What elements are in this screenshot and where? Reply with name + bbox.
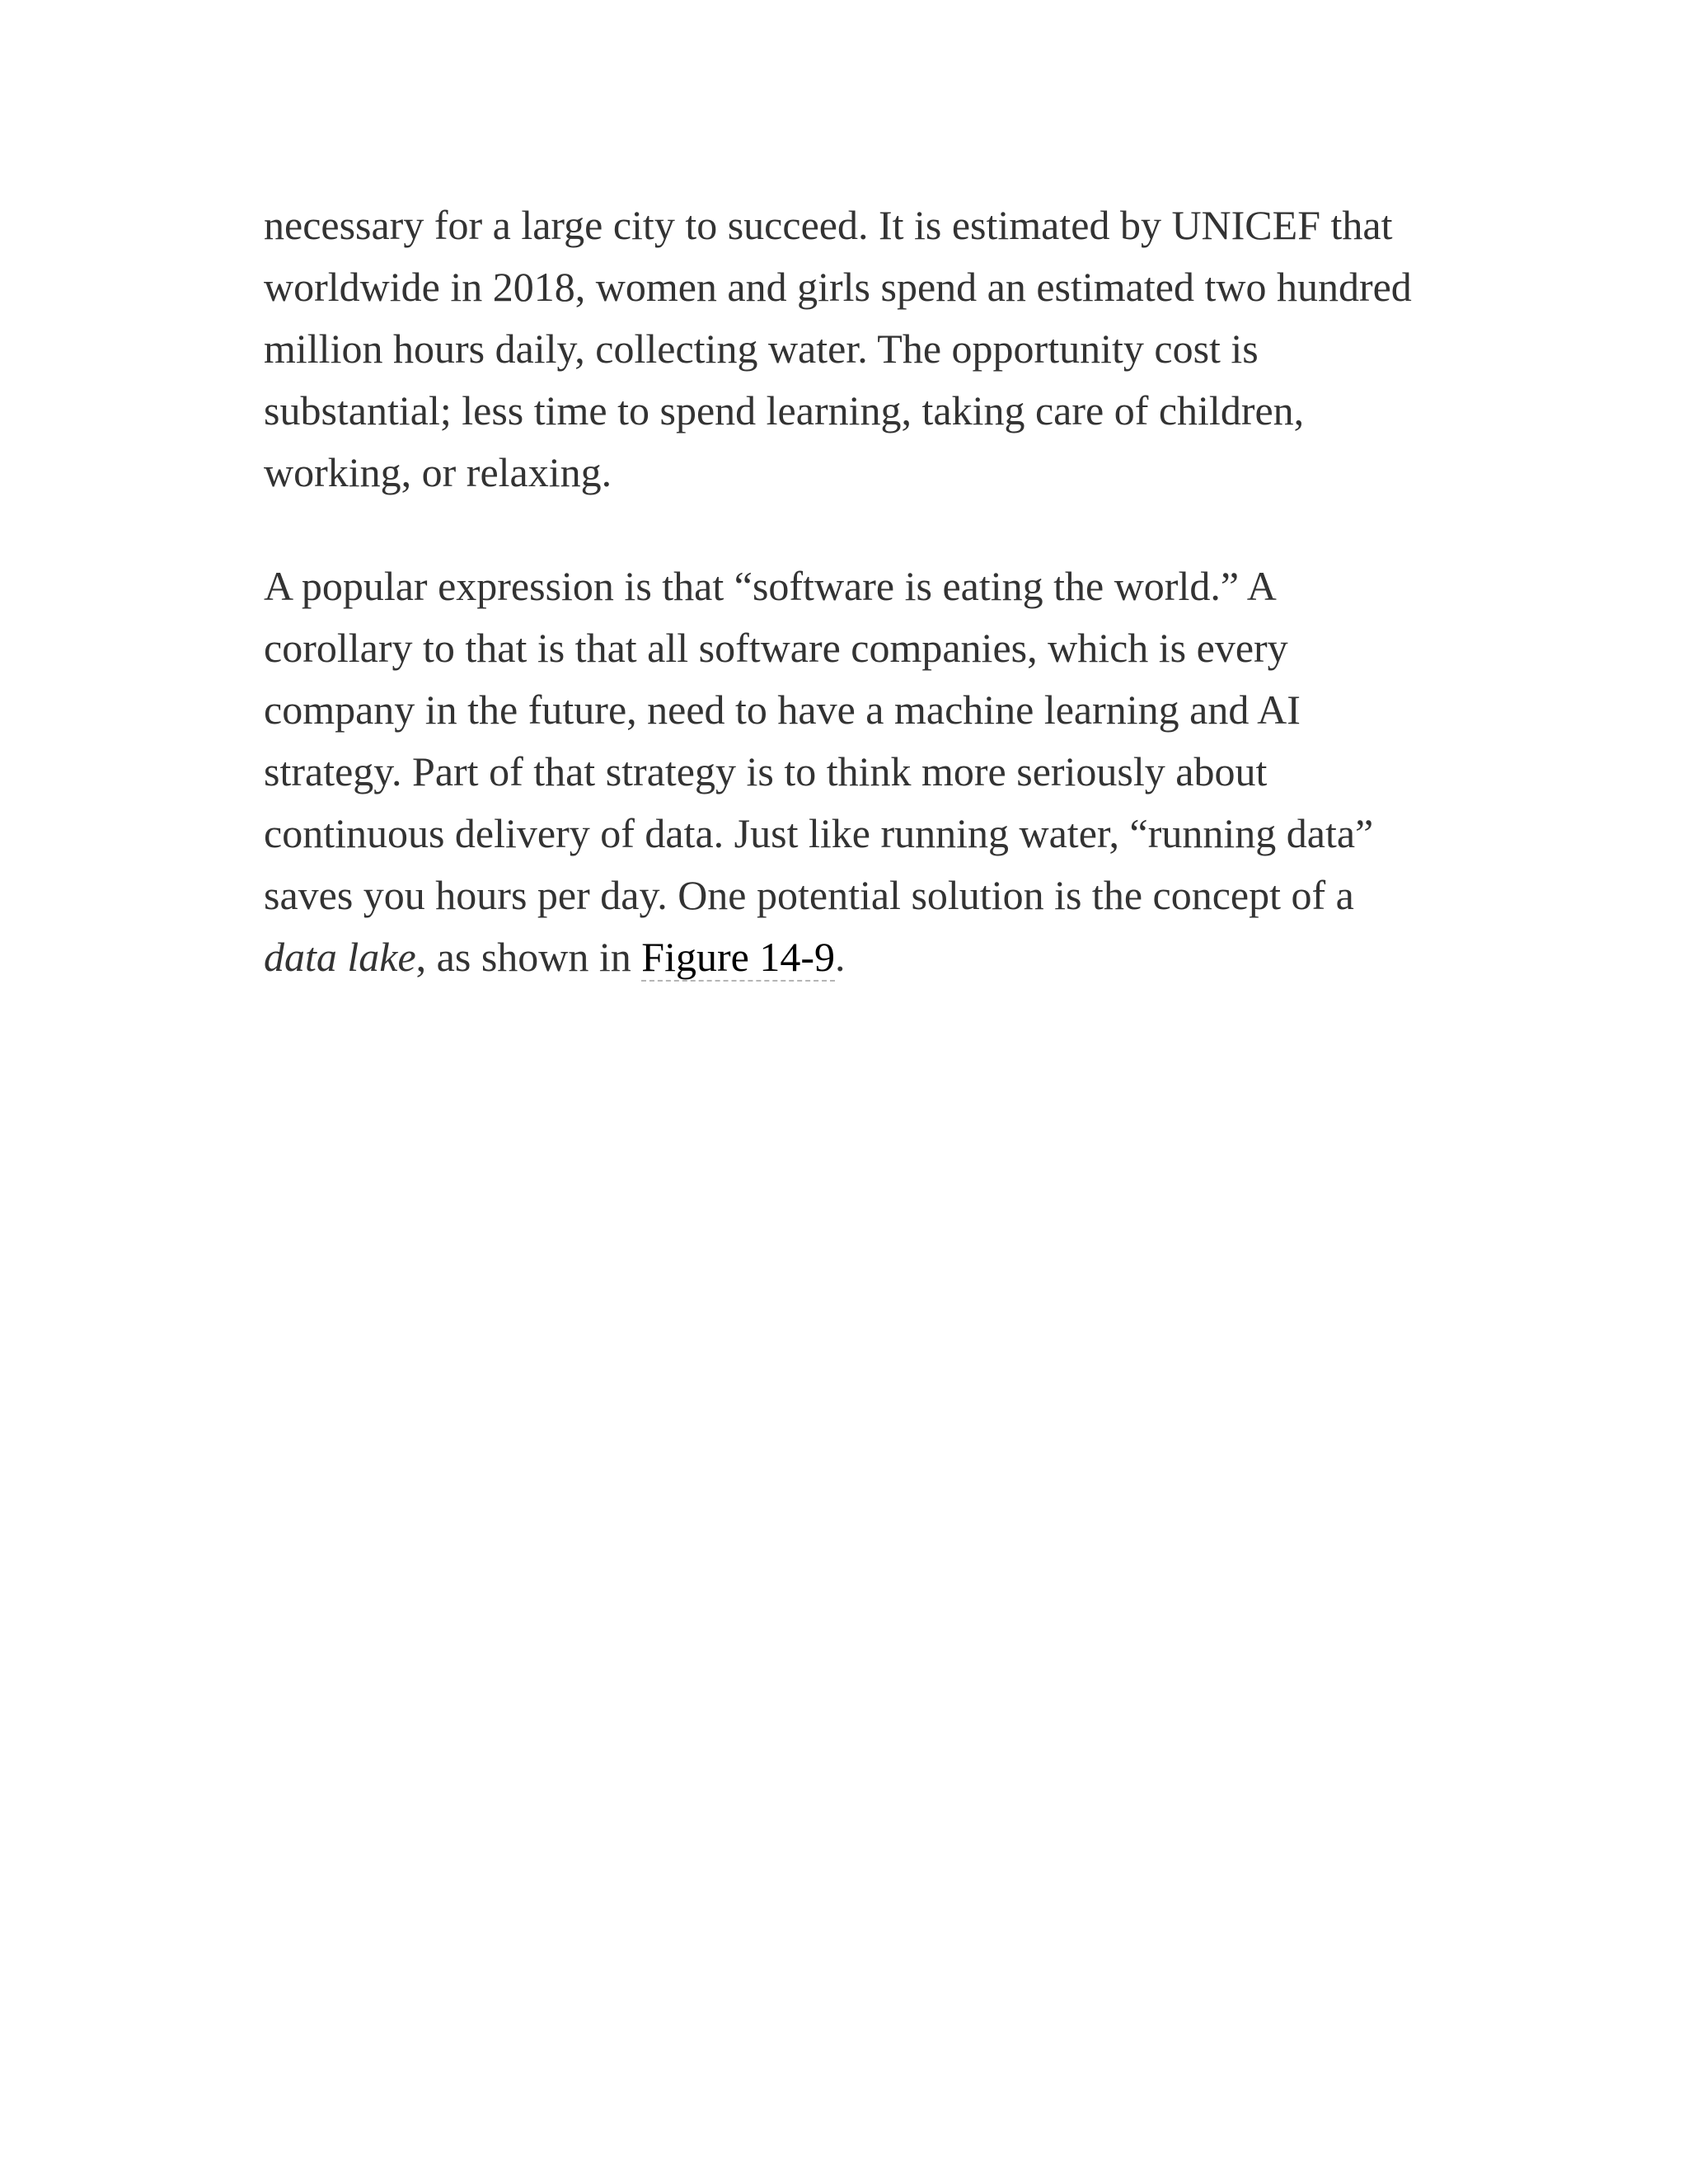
- paragraph-period: .: [834, 934, 846, 980]
- paragraph-text: A popular expression is that “software is eating the world.” A corollary to that is that all software companies, which is every company in the future, need to have a machine learning and AI strategy. Part of that strategy is to think more seriously about continuous delivery of data. Just like running water, “running data” saves you hours per day. One potential solution is the concept of a: [264, 563, 1374, 918]
- paragraph-data-lake: [264, 555, 1434, 988]
- document-page: [264, 194, 1434, 1040]
- paragraph-text-continued: , as shown in: [415, 934, 642, 980]
- figure-reference-link[interactable]: Figure 14-9: [641, 934, 835, 980]
- emphasis-term: data lake: [264, 934, 416, 980]
- paragraph-water-collection: necessary for a large city to succeed. It is estimated by UNICEF that worldwide in 2018, women and girls spend an estimated two hundred million hours daily, collecting water. The opportunity cost is substantial; less time to spend learning, taking care of children, working, or relaxing.: [264, 202, 1412, 495]
